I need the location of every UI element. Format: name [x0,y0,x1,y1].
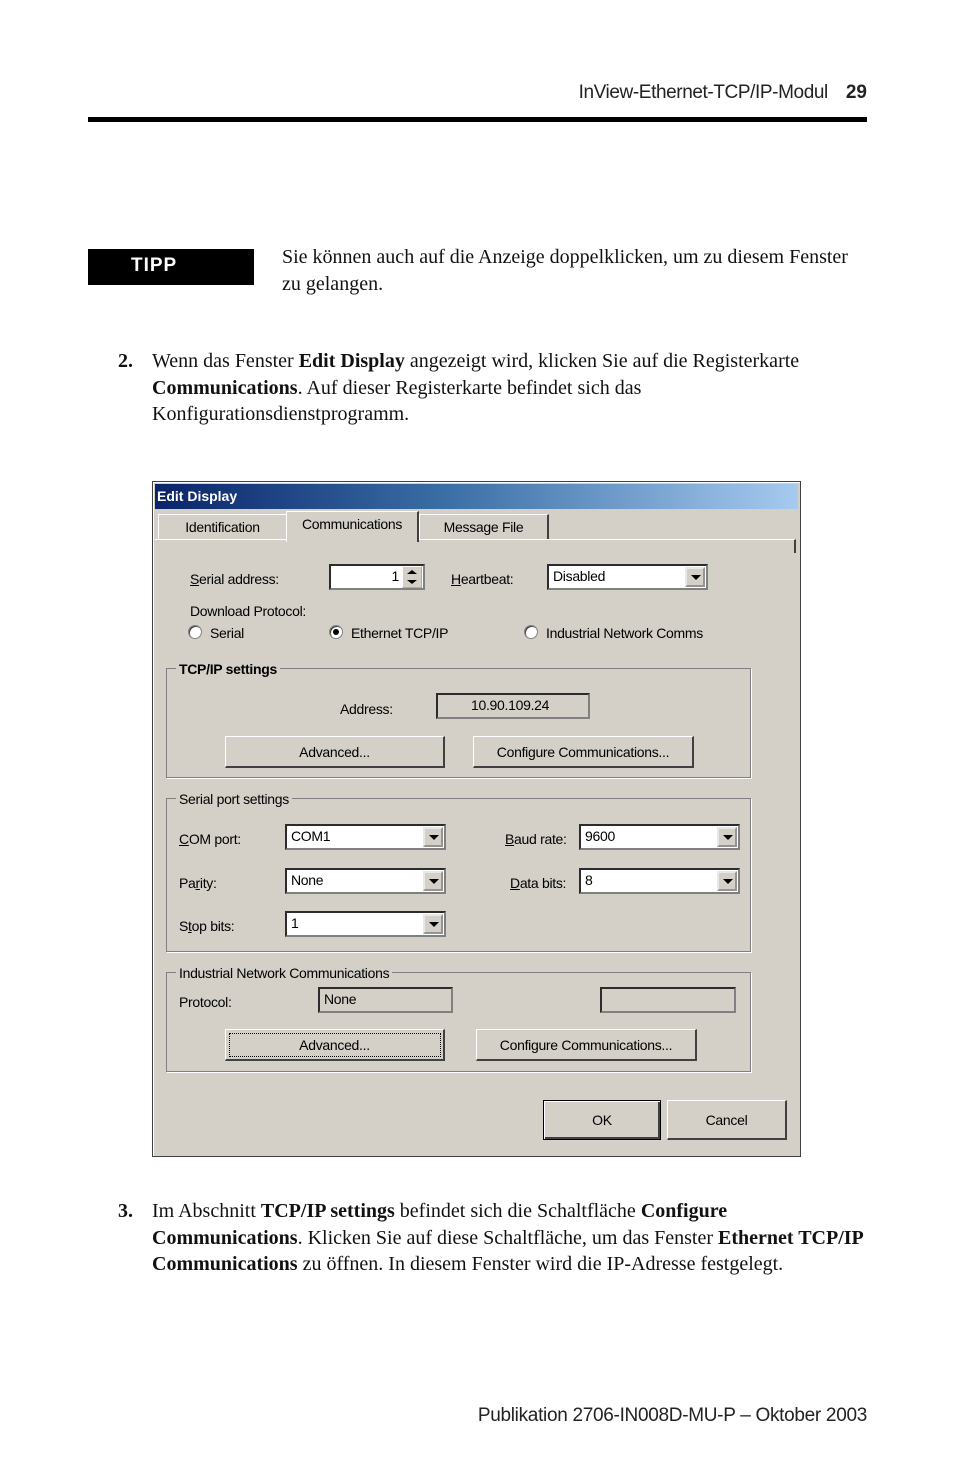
step-text-part: angezeigt wird, klicken Sie auf die Registerkarte [404,350,800,372]
tip-text: Sie können auch auf die Anzeige doppelklicken, um zu diesem Fenster zu gelangen. [282,246,848,295]
step-bold-term: Configure Communications [152,1200,728,1249]
tab-message-file[interactable]: Message File [419,514,549,540]
step-text-part: zu öffnen. In diesem Fenster wird die IP-Adresse festgelegt. [297,1253,784,1276]
address-label: Address: [340,701,393,717]
tab-identification[interactable]: Identification [158,514,288,540]
chevron-down-icon[interactable] [423,914,443,934]
cancel-button[interactable]: Cancel [667,1100,787,1140]
baud-rate-label: Baud rate: [505,831,567,847]
heartbeat-value: Disabled [553,568,606,584]
com-port-value: COM1 [291,828,331,844]
step-number: 2. [118,350,133,372]
dialog-titlebar: Edit Display [155,484,798,509]
tcpip-configure-communications-button[interactable]: Configure Communications... [473,736,694,768]
protocol-field[interactable]: None [318,987,453,1013]
serial-address-spinner[interactable] [402,566,422,588]
step-text-part: befindet sich die Schaltfläche [394,1200,641,1222]
spin-down-icon[interactable] [407,580,417,584]
industrial-advanced-button[interactable]: Advanced... [225,1029,445,1061]
radio-ethernet-label: Ethernet TCP/IP [351,625,449,641]
page-number: 29 [845,82,867,103]
baud-rate-value: 9600 [585,828,615,844]
ok-button[interactable]: OK [543,1100,661,1140]
radio-ethernet-tcpip[interactable] [329,625,343,639]
baud-rate-select[interactable] [579,824,740,850]
page-footer: Publikation 2706-IN008D-MU-P – Oktober 2003 [477,1405,867,1426]
protocol-label: Protocol: [179,994,232,1010]
chevron-down-icon[interactable] [717,827,737,847]
tcpip-advanced-button[interactable]: Advanced... [225,736,445,768]
chevron-down-icon[interactable] [423,871,443,891]
spin-up-icon[interactable] [407,570,417,574]
step-bold-term: Ethernet TCP/IP Communications [152,1226,863,1276]
step-3 [118,1198,868,1278]
step-text [152,348,868,428]
tip-label: TIPP [88,249,254,285]
step-number: 3. [118,1200,133,1222]
header-rule [88,117,867,122]
step-text-part: . Klicken Sie auf diese Schaltfläche, um das Fenster [297,1226,719,1249]
heartbeat-select[interactable] [547,564,708,590]
stop-bits-label: Stop bits: [179,918,235,934]
step-bold-term: TCP/IP settings [260,1200,395,1222]
step-bold-term: Communications [152,376,298,399]
tab-communications[interactable]: Communications [286,511,419,542]
chevron-down-icon[interactable] [685,567,705,587]
heartbeat-label: Heartbeat: [451,571,514,587]
serial-address-input[interactable]: 1 [329,564,425,590]
step-text-part: Wenn das Fenster [152,350,299,372]
industrial-configure-communications-button[interactable]: Configure Communications... [476,1029,697,1061]
industrial-network-caption: Industrial Network Communications [176,965,392,981]
serial-address-label: Serial address: [190,571,279,587]
serial-port-caption: Serial port settings [176,791,292,807]
radio-serial-label: Serial [210,625,244,641]
radio-serial[interactable] [188,625,202,639]
parity-value: None [291,872,324,888]
step-text-part: . Auf dieser Registerkarte befindet sich das Konfigurationsdienstprogramm. [152,376,642,426]
page-header [88,82,867,110]
com-port-label: COM port: [179,831,241,847]
chevron-down-icon[interactable] [423,827,443,847]
parity-select[interactable] [285,868,446,894]
download-protocol-label: Download Protocol: [190,603,306,619]
data-bits-label: Data bits: [510,875,567,891]
chevron-down-icon[interactable] [717,871,737,891]
tab-panel-edge [155,539,796,553]
protocol-extra-field[interactable] [600,987,736,1013]
radio-industrial-label: Industrial Network Comms [546,625,703,641]
step-text-part: Im Abschnitt [152,1200,261,1222]
stop-bits-select[interactable] [285,911,446,937]
step-text [152,1198,868,1278]
com-port-select[interactable] [285,824,446,850]
ip-address-field[interactable]: 10.90.109.24 [436,693,590,719]
step-bold-term: Edit Display [298,350,405,372]
data-bits-value: 8 [585,872,593,888]
tcpip-settings-caption: TCP/IP settings [176,661,280,677]
header-title: InView-Ethernet-TCP/IP-Modul [578,82,828,103]
parity-label: Parity: [179,875,217,891]
edit-display-dialog [152,481,801,1157]
radio-industrial-network[interactable] [524,625,538,639]
data-bits-select[interactable] [579,868,740,894]
stop-bits-value: 1 [291,915,299,931]
step-2 [118,348,868,428]
